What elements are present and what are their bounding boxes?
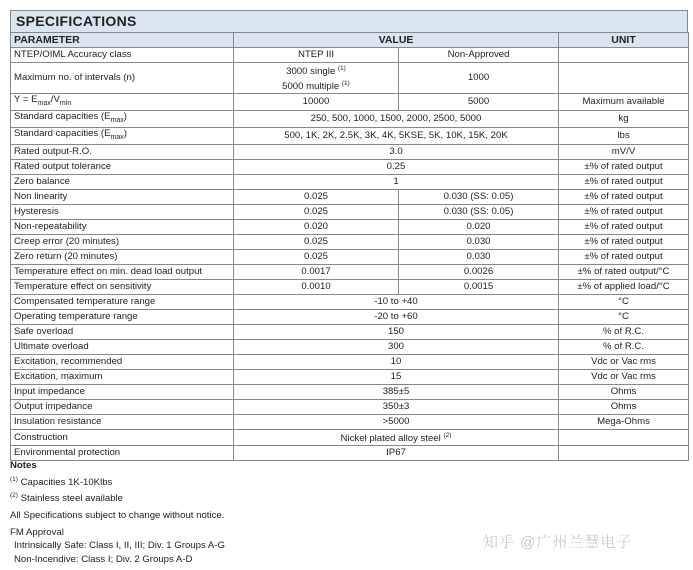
label-text: Standard capacities (E bbox=[14, 128, 111, 140]
param-label: Hysteresis bbox=[11, 205, 234, 220]
param-label: Zero balance bbox=[11, 175, 234, 190]
param-label: Operating temperature range bbox=[11, 310, 234, 325]
value-cell: 10000 bbox=[234, 94, 399, 111]
header-parameter: PARAMETER bbox=[11, 33, 234, 48]
param-label: Temperature effect on sensitivity bbox=[11, 280, 234, 295]
unit-cell: ±% of rated output bbox=[559, 250, 689, 265]
param-label: Construction bbox=[11, 430, 234, 446]
specifications-sheet bbox=[10, 10, 688, 461]
param-label bbox=[11, 94, 234, 111]
header-value: VALUE bbox=[234, 33, 559, 48]
value-cell: 0.25 bbox=[234, 160, 559, 175]
table-row bbox=[11, 415, 689, 430]
change-notice: All Specifications subject to change without notice. bbox=[10, 510, 225, 522]
unit-cell bbox=[559, 430, 689, 446]
unit-cell: ±% of rated output bbox=[559, 160, 689, 175]
table-row bbox=[11, 310, 689, 325]
table-row bbox=[11, 190, 689, 205]
unit-cell: Maximum available bbox=[559, 94, 689, 111]
value-cell bbox=[234, 63, 399, 94]
table-row bbox=[11, 250, 689, 265]
value-cell: 300 bbox=[234, 340, 559, 355]
value-cell: 500, 1K, 2K, 2.5K, 3K, 4K, 5KSE, 5K, 10K, 15K, 20K bbox=[234, 128, 559, 145]
value-cell: 0.025 bbox=[234, 190, 399, 205]
table-row bbox=[11, 63, 689, 94]
value-cell: 0.030 bbox=[399, 250, 559, 265]
value-cell: 0.025 bbox=[234, 235, 399, 250]
value-cell: 0.020 bbox=[399, 220, 559, 235]
value-cell: 0.030 (SS: 0.05) bbox=[399, 205, 559, 220]
param-label: Creep error (20 minutes) bbox=[11, 235, 234, 250]
table-row bbox=[11, 175, 689, 190]
unit-cell bbox=[559, 48, 689, 63]
unit-cell: ±% of rated output bbox=[559, 235, 689, 250]
table-row bbox=[11, 355, 689, 370]
unit-cell: ±% of rated output bbox=[559, 220, 689, 235]
param-label: Rated output-R.O. bbox=[11, 145, 234, 160]
param-label: Insulation resistance bbox=[11, 415, 234, 430]
value-cell: 10 bbox=[234, 355, 559, 370]
value-cell: Non-Approved bbox=[399, 48, 559, 63]
unit-cell: Ohms bbox=[559, 400, 689, 415]
fm-approval-line: Non-Incendive: Class I; Div. 2 Groups A-D bbox=[14, 553, 193, 565]
unit-cell: ±% of rated output bbox=[559, 190, 689, 205]
table-row bbox=[11, 145, 689, 160]
unit-cell: °C bbox=[559, 310, 689, 325]
value-cell: 15 bbox=[234, 370, 559, 385]
notes-heading: Notes bbox=[10, 460, 37, 471]
label-text: Standard capacities (E bbox=[14, 111, 111, 123]
table-row bbox=[11, 295, 689, 310]
param-label: Safe overload bbox=[11, 325, 234, 340]
unit-cell: °C bbox=[559, 295, 689, 310]
value-cell: IP67 bbox=[234, 446, 559, 461]
unit-cell: Ohms bbox=[559, 385, 689, 400]
unit-cell: Mega-Ohms bbox=[559, 415, 689, 430]
unit-cell: % of R.C. bbox=[559, 325, 689, 340]
table-row bbox=[11, 205, 689, 220]
table-row bbox=[11, 235, 689, 250]
param-label: Excitation, recommended bbox=[11, 355, 234, 370]
param-label: Environmental protection bbox=[11, 446, 234, 461]
footnote-text: Stainless steel available bbox=[20, 493, 124, 505]
value-cell: NTEP III bbox=[234, 48, 399, 63]
table-row bbox=[11, 128, 689, 145]
header-row bbox=[11, 33, 689, 48]
label-text: ) bbox=[123, 111, 127, 123]
param-label: Output impedance bbox=[11, 400, 234, 415]
footnote-mark: (1) bbox=[337, 65, 346, 72]
unit-cell: ±% of rated output bbox=[559, 205, 689, 220]
param-label: Compensated temperature range bbox=[11, 295, 234, 310]
value-cell: 5000 bbox=[399, 94, 559, 111]
table-row bbox=[11, 280, 689, 295]
notes-section bbox=[10, 459, 225, 567]
table-row bbox=[11, 325, 689, 340]
label-subscript: min bbox=[59, 100, 72, 108]
value-cell: 0.030 bbox=[399, 235, 559, 250]
unit-cell: ±% of applied load/°C bbox=[559, 280, 689, 295]
value-cell: 350±3 bbox=[234, 400, 559, 415]
value-cell: 0.0015 bbox=[399, 280, 559, 295]
table-row bbox=[11, 370, 689, 385]
unit-cell: % of R.C. bbox=[559, 340, 689, 355]
table-row bbox=[11, 385, 689, 400]
value-cell: 1000 bbox=[399, 63, 559, 94]
value-cell: 1 bbox=[234, 175, 559, 190]
header-unit: UNIT bbox=[559, 33, 689, 48]
unit-cell: ±% of rated output/°C bbox=[559, 265, 689, 280]
param-label: NTEP/OIML Accuracy class bbox=[11, 48, 234, 63]
fm-approval-heading: FM Approval bbox=[10, 526, 64, 538]
value-cell: 385±5 bbox=[234, 385, 559, 400]
label-subscript: max bbox=[110, 117, 124, 125]
unit-cell bbox=[559, 63, 689, 94]
param-label: Ultimate overload bbox=[11, 340, 234, 355]
value-cell: -20 to +60 bbox=[234, 310, 559, 325]
param-label: Rated output tolerance bbox=[11, 160, 234, 175]
value-cell: 3.0 bbox=[234, 145, 559, 160]
table-row bbox=[11, 111, 689, 128]
footnote-1 bbox=[10, 473, 225, 490]
unit-cell: ±% of rated output bbox=[559, 175, 689, 190]
value-cell: 0.0017 bbox=[234, 265, 399, 280]
table-row bbox=[11, 265, 689, 280]
unit-cell: Vdc or Vac rms bbox=[559, 355, 689, 370]
table-row bbox=[11, 160, 689, 175]
unit-cell: lbs bbox=[559, 128, 689, 145]
value-cell: >5000 bbox=[234, 415, 559, 430]
value-cell: 0.025 bbox=[234, 205, 399, 220]
param-label: Zero return (20 minutes) bbox=[11, 250, 234, 265]
label-subscript: max bbox=[37, 100, 51, 108]
unit-cell bbox=[559, 446, 689, 461]
value-text: Nickel plated alloy steel bbox=[340, 433, 441, 445]
value-cell: 150 bbox=[234, 325, 559, 340]
value-cell: 250, 500, 1000, 1500, 2000, 2500, 5000 bbox=[234, 111, 559, 128]
table-row bbox=[11, 94, 689, 111]
value-cell: 0.030 (SS: 0.05) bbox=[399, 190, 559, 205]
label-subscript: max bbox=[110, 134, 124, 142]
table-row bbox=[11, 430, 689, 446]
label-text: Y = E bbox=[14, 94, 38, 106]
footnote-text: Capacities 1K-10Klbs bbox=[20, 476, 113, 488]
table-row bbox=[11, 220, 689, 235]
param-label bbox=[11, 111, 234, 128]
value-cell: 0.020 bbox=[234, 220, 399, 235]
value-line: 5000 multiple bbox=[282, 81, 340, 93]
footnote-mark: (2) bbox=[443, 432, 452, 440]
value-cell: 0.0010 bbox=[234, 280, 399, 295]
param-label: Non-repeatability bbox=[11, 220, 234, 235]
value-cell bbox=[234, 430, 559, 446]
fm-approval-line: Intrinsically Safe: Class I, II, III; Div. 1 Groups A-G bbox=[14, 540, 225, 552]
label-text: ) bbox=[123, 128, 127, 140]
table-row bbox=[11, 340, 689, 355]
param-label: Non linearity bbox=[11, 190, 234, 205]
value-cell: 0.025 bbox=[234, 250, 399, 265]
param-label bbox=[11, 128, 234, 145]
param-label: Excitation, maximum bbox=[11, 370, 234, 385]
footnote-mark: (1) bbox=[10, 475, 18, 483]
specifications-table bbox=[10, 32, 689, 461]
specifications-title: SPECIFICATIONS bbox=[10, 10, 688, 32]
unit-cell: Vdc or Vac rms bbox=[559, 370, 689, 385]
value-cell: 0.0026 bbox=[399, 265, 559, 280]
unit-cell: mV/V bbox=[559, 145, 689, 160]
watermark: 知乎 @广州兰慧电子 bbox=[483, 534, 633, 551]
label-text: /V bbox=[50, 94, 60, 106]
param-label: Maximum no. of intervals (n) bbox=[11, 63, 234, 94]
footnote-2 bbox=[10, 489, 225, 506]
footnote-mark: (2) bbox=[10, 492, 18, 500]
value-line: 3000 single bbox=[286, 66, 336, 78]
footnote-mark: (1) bbox=[341, 80, 350, 88]
value-cell: -10 to +40 bbox=[234, 295, 559, 310]
unit-cell: kg bbox=[559, 111, 689, 128]
table-row bbox=[11, 48, 689, 63]
param-label: Input impedance bbox=[11, 385, 234, 400]
param-label: Temperature effect on min. dead load output bbox=[11, 265, 234, 280]
table-row bbox=[11, 400, 689, 415]
